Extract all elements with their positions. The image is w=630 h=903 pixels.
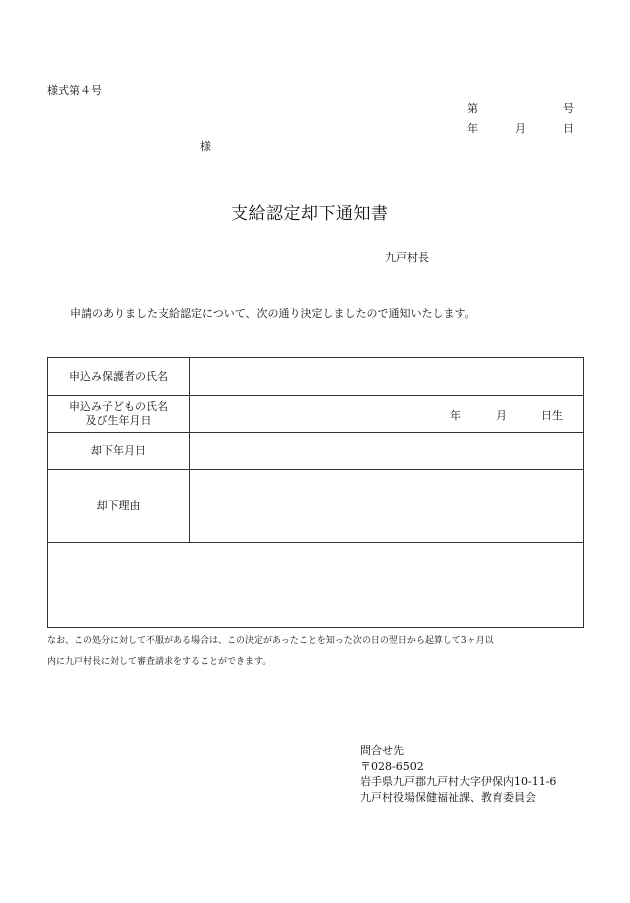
appeal-note-line2: 内に九戸村長に対して審査請求をすることができます。: [47, 657, 272, 667]
guardian-name-field: [190, 358, 584, 396]
document-number-label: 第: [467, 102, 478, 115]
table-row: [48, 470, 584, 543]
child-name-label: [48, 396, 190, 433]
table-row: [48, 433, 584, 470]
lead-paragraph: 申請のありました支給認定について、次の通り決定しましたので通知いたします。: [70, 307, 476, 320]
child-name-label-line2: 及び生年月日: [85, 414, 152, 427]
addressee-honorific: 様: [200, 140, 211, 153]
issue-date-year-label: 年: [467, 122, 478, 135]
issue-date-day-label: 日: [563, 122, 574, 135]
document-number-suffix: 号: [563, 102, 574, 115]
issue-date-month-label: 月: [515, 122, 526, 135]
contact-office: 九戸村役場保健福祉課、教育委員会: [360, 791, 536, 804]
rejection-date-field: [190, 433, 584, 470]
child-name-label-line1: 申込み子どもの氏名: [69, 400, 168, 413]
contact-postal-code: 〒028-6502: [360, 760, 424, 773]
child-dob-day-label: 日生: [541, 409, 563, 422]
rejection-reason-field: [190, 470, 584, 543]
child-dob-month-label: 月: [496, 409, 507, 422]
contact-heading: 問合せ先: [360, 744, 404, 757]
child-name-field: [190, 396, 584, 433]
rejection-reason-label: 却下理由: [48, 470, 190, 543]
contact-address: 岩手県九戸郡九戸村大字伊保内10-11-6: [360, 775, 557, 788]
guardian-name-label: 申込み保護者の氏名: [48, 358, 190, 396]
appeal-note-line1: なお、この処分に対して不服がある場合は、この決定があったことを知った次の日の翌日から起算して3ヶ月以: [47, 636, 494, 646]
child-dob-year-label: 年: [450, 409, 461, 422]
table-row: [48, 396, 584, 433]
issuer-name: 九戸村長: [385, 251, 429, 264]
table-row: [48, 543, 584, 628]
document-title: 支給認定却下通知書: [231, 204, 389, 224]
decision-table: [47, 357, 584, 628]
remarks-field: [48, 543, 584, 628]
form-number: 様式第４号: [47, 84, 102, 97]
rejection-date-label: 却下年月日: [48, 433, 190, 470]
table-row: [48, 358, 584, 396]
